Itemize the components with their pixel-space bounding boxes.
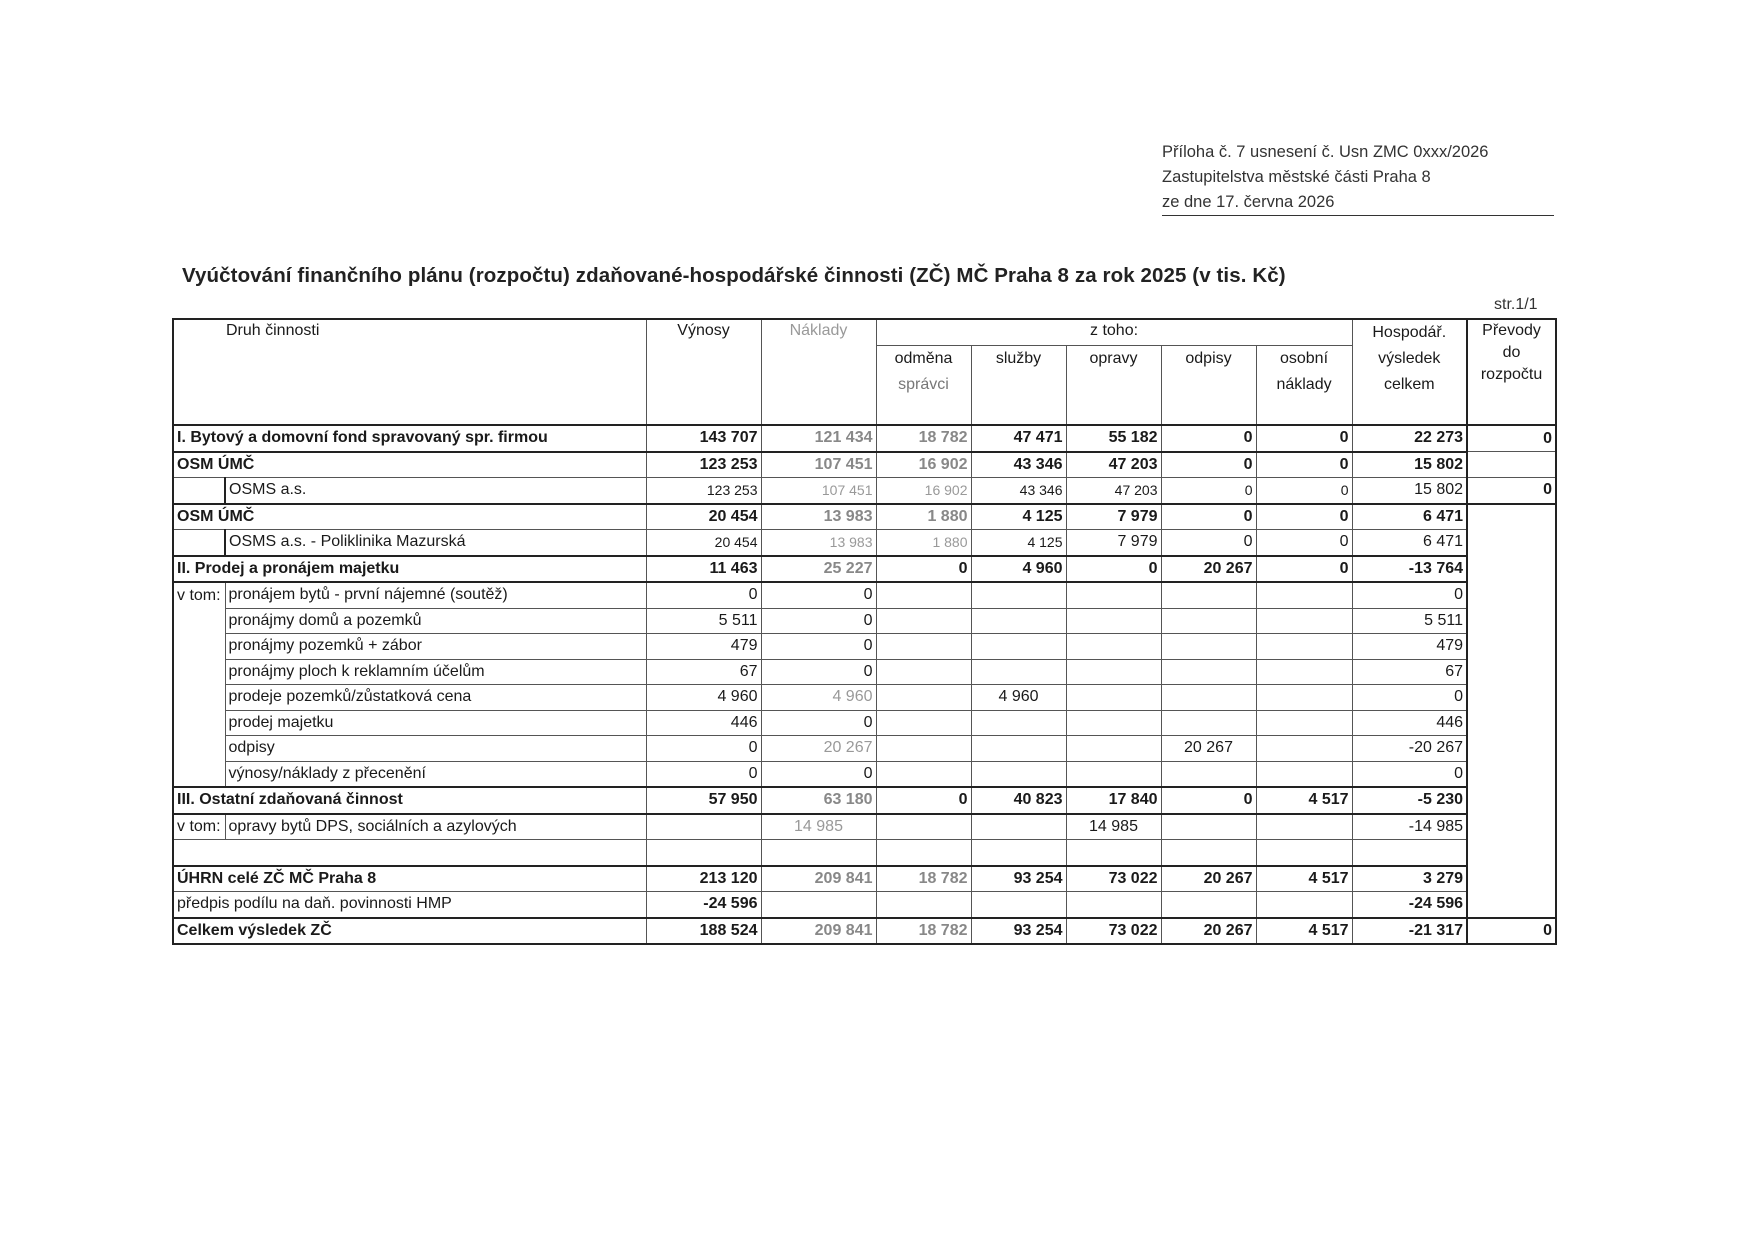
cell-naklady: 0 [761, 761, 876, 787]
cell-osobni [1256, 761, 1352, 787]
cell-odmena [876, 710, 971, 736]
cell-osobni [1256, 634, 1352, 660]
cell-sluzby: 4 125 [971, 504, 1066, 530]
col-hosp-header [1352, 319, 1467, 425]
cell-odpisy [1161, 892, 1256, 918]
cell-sluzby: 47 471 [971, 425, 1066, 452]
cell-hosp: 479 [1352, 634, 1467, 660]
prevody-header-line-3: rozpočtu [1480, 366, 1543, 383]
indent-cell [173, 608, 225, 634]
col-odmena-header [876, 345, 971, 425]
cell-prevody [1467, 504, 1556, 530]
row-label: ÚHRN celé ZČ MČ Praha 8 [173, 866, 646, 892]
col-sluzby-header: služby [971, 345, 1066, 425]
table-row [173, 892, 1556, 918]
cell-vynosy: 188 524 [646, 918, 761, 945]
cell-osobni: 0 [1256, 425, 1352, 452]
spacer-cell [1161, 840, 1256, 866]
odmena-header-line-1: odměna [894, 349, 953, 367]
cell-odmena: 18 782 [876, 425, 971, 452]
cell-naklady: 107 451 [761, 452, 876, 478]
cell-vynosy: 213 120 [646, 866, 761, 892]
cell-naklady: 0 [761, 710, 876, 736]
hosp-header-line-1: Hospodář. [1372, 324, 1447, 341]
cell-odpisy [1161, 814, 1256, 840]
cell-hosp: 446 [1352, 710, 1467, 736]
cell-hosp: 0 [1352, 761, 1467, 787]
cell-vynosy: 11 463 [646, 556, 761, 583]
row-label: OSM ÚMČ [173, 504, 646, 530]
cell-opravy: 7 979 [1066, 530, 1161, 556]
cell-opravy [1066, 608, 1161, 634]
table-row [173, 814, 1556, 840]
indent-cell [173, 530, 225, 556]
row-label: výnosy/náklady z přecenění [225, 761, 646, 787]
cell-naklady: 13 983 [761, 530, 876, 556]
indent-cell [173, 736, 225, 762]
spacer-cell [173, 840, 646, 866]
spacer-cell [1352, 840, 1467, 866]
row-label: předpis podílu na daň. povinnosti HMP [173, 892, 646, 918]
table-row [173, 478, 1556, 504]
cell-prevody [1467, 608, 1556, 634]
row-label: prodeje pozemků/zůstatková cena [225, 685, 646, 711]
indent-cell [173, 634, 225, 660]
row-label: prodej majetku [225, 710, 646, 736]
cell-sluzby [971, 761, 1066, 787]
cell-vynosy: 479 [646, 634, 761, 660]
cell-osobni: 0 [1256, 452, 1352, 478]
row-label: I. Bytový a domovní fond spravovaný spr. firmou [173, 425, 646, 452]
table-header-row-1 [173, 319, 1556, 345]
cell-osobni [1256, 608, 1352, 634]
cell-prevody: 0 [1467, 918, 1556, 945]
spacer-cell [876, 840, 971, 866]
cell-naklady: 0 [761, 582, 876, 608]
cell-prevody [1467, 840, 1556, 866]
cell-hosp: -20 267 [1352, 736, 1467, 762]
cell-prevody [1467, 582, 1556, 608]
spacer-cell [761, 840, 876, 866]
table-row [173, 582, 1556, 608]
row-label: II. Prodej a pronájem majetku [173, 556, 646, 583]
cell-osobni [1256, 710, 1352, 736]
cell-prevody [1467, 710, 1556, 736]
col-vynosy-header: Výnosy [646, 319, 761, 425]
cell-osobni [1256, 685, 1352, 711]
cell-osobni [1256, 582, 1352, 608]
cell-sluzby: 43 346 [971, 478, 1066, 504]
cell-odpisy: 0 [1161, 787, 1256, 814]
cell-osobni: 4 517 [1256, 918, 1352, 945]
cell-naklady: 25 227 [761, 556, 876, 583]
table-row [173, 425, 1556, 452]
table-row [173, 685, 1556, 711]
spacer-row [173, 840, 1556, 866]
cell-naklady: 209 841 [761, 918, 876, 945]
cell-odmena: 0 [876, 787, 971, 814]
cell-osobni [1256, 814, 1352, 840]
cell-vynosy: 57 950 [646, 787, 761, 814]
cell-vynosy: 446 [646, 710, 761, 736]
cell-sluzby: 4 960 [971, 556, 1066, 583]
cell-naklady: 0 [761, 659, 876, 685]
financial-table [172, 318, 1557, 945]
cell-odpisy [1161, 761, 1256, 787]
table-row [173, 787, 1556, 814]
cell-naklady: 121 434 [761, 425, 876, 452]
cell-opravy [1066, 761, 1161, 787]
row-label: pronájmy domů a pozemků [225, 608, 646, 634]
row-label: pronájem bytů - první nájemné (soutěž) [225, 582, 646, 608]
cell-hosp: 67 [1352, 659, 1467, 685]
cell-sluzby: 43 346 [971, 452, 1066, 478]
cell-odmena [876, 685, 971, 711]
cell-sluzby [971, 814, 1066, 840]
table-row [173, 608, 1556, 634]
cell-osobni: 0 [1256, 530, 1352, 556]
cell-odmena [876, 761, 971, 787]
cell-sluzby [971, 736, 1066, 762]
spacer-cell [646, 840, 761, 866]
row-label: odpisy [225, 736, 646, 762]
cell-prevody [1467, 892, 1556, 918]
cell-sluzby: 93 254 [971, 866, 1066, 892]
cell-naklady [761, 892, 876, 918]
cell-odpisy: 0 [1161, 478, 1256, 504]
cell-opravy: 73 022 [1066, 918, 1161, 945]
cell-odpisy: 0 [1161, 425, 1256, 452]
cell-naklady: 0 [761, 608, 876, 634]
cell-sluzby [971, 608, 1066, 634]
row-label: pronájmy ploch k reklamním účelům [225, 659, 646, 685]
cell-hosp: 6 471 [1352, 530, 1467, 556]
prevody-header-line-1: Převody [1482, 322, 1541, 339]
row-prefix: v tom: [173, 814, 225, 840]
cell-sluzby: 4 125 [971, 530, 1066, 556]
cell-odmena [876, 659, 971, 685]
col-opravy-header: opravy [1066, 345, 1161, 425]
cell-prevody [1467, 530, 1556, 556]
hosp-header-line-3: celkem [1383, 376, 1435, 393]
cell-vynosy: 0 [646, 582, 761, 608]
cell-opravy: 73 022 [1066, 866, 1161, 892]
cell-osobni: 4 517 [1256, 866, 1352, 892]
resolution-header [1162, 140, 1554, 216]
cell-sluzby [971, 659, 1066, 685]
indent-cell [173, 478, 225, 504]
cell-prevody [1467, 787, 1556, 814]
cell-prevody [1467, 814, 1556, 840]
cell-opravy [1066, 736, 1161, 762]
cell-sluzby: 40 823 [971, 787, 1066, 814]
row-label: Celkem výsledek ZČ [173, 918, 646, 945]
header-line-1: Příloha č. 7 usnesení č. Usn ZMC 0xxx/2026 [1162, 143, 1489, 161]
cell-odpisy [1161, 685, 1256, 711]
cell-opravy: 17 840 [1066, 787, 1161, 814]
cell-odmena [876, 608, 971, 634]
cell-hosp: -21 317 [1352, 918, 1467, 945]
cell-vynosy: 4 960 [646, 685, 761, 711]
table-row [173, 452, 1556, 478]
cell-opravy [1066, 892, 1161, 918]
osobni-header-line-2: náklady [1276, 375, 1332, 393]
cell-osobni: 4 517 [1256, 787, 1352, 814]
header-line-2: Zastupitelstva městské části Praha 8 [1162, 168, 1431, 186]
cell-osobni: 0 [1256, 556, 1352, 583]
indent-cell [173, 685, 225, 711]
table-row [173, 556, 1556, 583]
cell-odpisy [1161, 608, 1256, 634]
cell-prevody: 0 [1467, 425, 1556, 452]
indent-cell [173, 761, 225, 787]
cell-odmena [876, 892, 971, 918]
cell-osobni: 0 [1256, 504, 1352, 530]
cell-hosp: 15 802 [1352, 452, 1467, 478]
cell-sluzby [971, 634, 1066, 660]
cell-opravy: 7 979 [1066, 504, 1161, 530]
cell-hosp: -24 596 [1352, 892, 1467, 918]
header-line-3: ze dne 17. června 2026 [1162, 190, 1554, 216]
cell-vynosy: 123 253 [646, 478, 761, 504]
cell-hosp: 6 471 [1352, 504, 1467, 530]
cell-odpisy [1161, 582, 1256, 608]
cell-vynosy: 20 454 [646, 530, 761, 556]
cell-vynosy: 20 454 [646, 504, 761, 530]
cell-hosp: 15 802 [1352, 478, 1467, 504]
cell-opravy: 47 203 [1066, 478, 1161, 504]
indent-cell [173, 659, 225, 685]
cell-odpisy: 0 [1161, 530, 1256, 556]
cell-prevody [1467, 761, 1556, 787]
cell-osobni [1256, 659, 1352, 685]
cell-prevody [1467, 659, 1556, 685]
cell-hosp: 3 279 [1352, 866, 1467, 892]
row-label: OSMS a.s. - Poliklinika Mazurská [225, 530, 646, 556]
cell-odpisy: 0 [1161, 452, 1256, 478]
cell-opravy: 0 [1066, 556, 1161, 583]
cell-hosp: 0 [1352, 685, 1467, 711]
hosp-header-line-2: výsledek [1378, 350, 1441, 367]
cell-prevody [1467, 634, 1556, 660]
cell-odpisy [1161, 634, 1256, 660]
cell-odmena: 18 782 [876, 866, 971, 892]
cell-vynosy: 67 [646, 659, 761, 685]
cell-osobni: 0 [1256, 478, 1352, 504]
table-row [173, 530, 1556, 556]
cell-hosp: 5 511 [1352, 608, 1467, 634]
cell-sluzby [971, 582, 1066, 608]
cell-prevody [1467, 685, 1556, 711]
table-row [173, 866, 1556, 892]
table-row [173, 504, 1556, 530]
cell-vynosy: 143 707 [646, 425, 761, 452]
cell-opravy [1066, 685, 1161, 711]
cell-odmena: 18 782 [876, 918, 971, 945]
cell-naklady: 107 451 [761, 478, 876, 504]
cell-prevody [1467, 556, 1556, 583]
col-druh-header: Druh činnosti [173, 319, 646, 425]
cell-naklady: 14 985 [761, 814, 876, 840]
cell-naklady: 63 180 [761, 787, 876, 814]
cell-opravy: 55 182 [1066, 425, 1161, 452]
table-row [173, 659, 1556, 685]
cell-hosp: -13 764 [1352, 556, 1467, 583]
page-number: str.1/1 [1494, 296, 1538, 313]
row-label: OSMS a.s. [225, 478, 646, 504]
col-ztoho-header: z toho: [876, 319, 1352, 345]
cell-sluzby [971, 892, 1066, 918]
spacer-cell [1066, 840, 1161, 866]
cell-sluzby: 4 960 [971, 685, 1066, 711]
cell-naklady: 209 841 [761, 866, 876, 892]
prevody-header-line-2: do [1502, 344, 1521, 361]
cell-odmena: 16 902 [876, 478, 971, 504]
cell-opravy: 14 985 [1066, 814, 1161, 840]
col-osobni-header [1256, 345, 1352, 425]
cell-osobni [1256, 892, 1352, 918]
cell-odmena: 16 902 [876, 452, 971, 478]
cell-hosp: 0 [1352, 582, 1467, 608]
cell-odpisy: 0 [1161, 504, 1256, 530]
col-naklady-header: Náklady [761, 319, 876, 425]
row-label: OSM ÚMČ [173, 452, 646, 478]
table-row [173, 918, 1556, 945]
spacer-cell [971, 840, 1066, 866]
cell-naklady: 13 983 [761, 504, 876, 530]
cell-odpisy: 20 267 [1161, 736, 1256, 762]
col-prevody-header [1467, 319, 1556, 425]
cell-odmena [876, 634, 971, 660]
cell-odmena: 1 880 [876, 530, 971, 556]
cell-sluzby [971, 710, 1066, 736]
cell-naklady: 20 267 [761, 736, 876, 762]
row-prefix: v tom: [173, 582, 225, 608]
cell-vynosy: 5 511 [646, 608, 761, 634]
cell-vynosy: 0 [646, 736, 761, 762]
table-row [173, 761, 1556, 787]
cell-prevody [1467, 736, 1556, 762]
cell-naklady: 0 [761, 634, 876, 660]
row-label: opravy bytů DPS, sociálních a azylových [225, 814, 646, 840]
cell-odmena: 1 880 [876, 504, 971, 530]
odmena-header-line-2: správci [898, 375, 949, 393]
cell-prevody [1467, 866, 1556, 892]
cell-vynosy: 123 253 [646, 452, 761, 478]
cell-hosp: 22 273 [1352, 425, 1467, 452]
osobni-header-line-1: osobní [1279, 349, 1329, 367]
row-label: pronájmy pozemků + zábor [225, 634, 646, 660]
cell-hosp: -5 230 [1352, 787, 1467, 814]
cell-opravy [1066, 634, 1161, 660]
indent-cell [173, 710, 225, 736]
cell-vynosy [646, 814, 761, 840]
table-row [173, 634, 1556, 660]
cell-prevody: 0 [1467, 478, 1556, 504]
cell-opravy [1066, 710, 1161, 736]
row-label: III. Ostatní zdaňovaná činnost [173, 787, 646, 814]
cell-vynosy: 0 [646, 761, 761, 787]
table-row [173, 736, 1556, 762]
cell-odpisy [1161, 710, 1256, 736]
cell-odpisy: 20 267 [1161, 918, 1256, 945]
cell-sluzby: 93 254 [971, 918, 1066, 945]
cell-opravy [1066, 582, 1161, 608]
cell-odmena [876, 582, 971, 608]
spacer-cell [1256, 840, 1352, 866]
cell-odpisy [1161, 659, 1256, 685]
cell-odpisy: 20 267 [1161, 866, 1256, 892]
cell-odmena [876, 736, 971, 762]
cell-prevody [1467, 452, 1556, 478]
cell-naklady: 4 960 [761, 685, 876, 711]
cell-osobni [1256, 736, 1352, 762]
cell-odmena [876, 814, 971, 840]
cell-odmena: 0 [876, 556, 971, 583]
col-odpisy-header: odpisy [1161, 345, 1256, 425]
cell-vynosy: -24 596 [646, 892, 761, 918]
document-title: Vyúčtování finančního plánu (rozpočtu) zdaňované-hospodářské činnosti (ZČ) MČ Praha 8 za rok 2025 (v tis. Kč) [182, 264, 1286, 287]
table-row [173, 710, 1556, 736]
cell-opravy: 47 203 [1066, 452, 1161, 478]
cell-opravy [1066, 659, 1161, 685]
cell-odpisy: 20 267 [1161, 556, 1256, 583]
cell-hosp: -14 985 [1352, 814, 1467, 840]
